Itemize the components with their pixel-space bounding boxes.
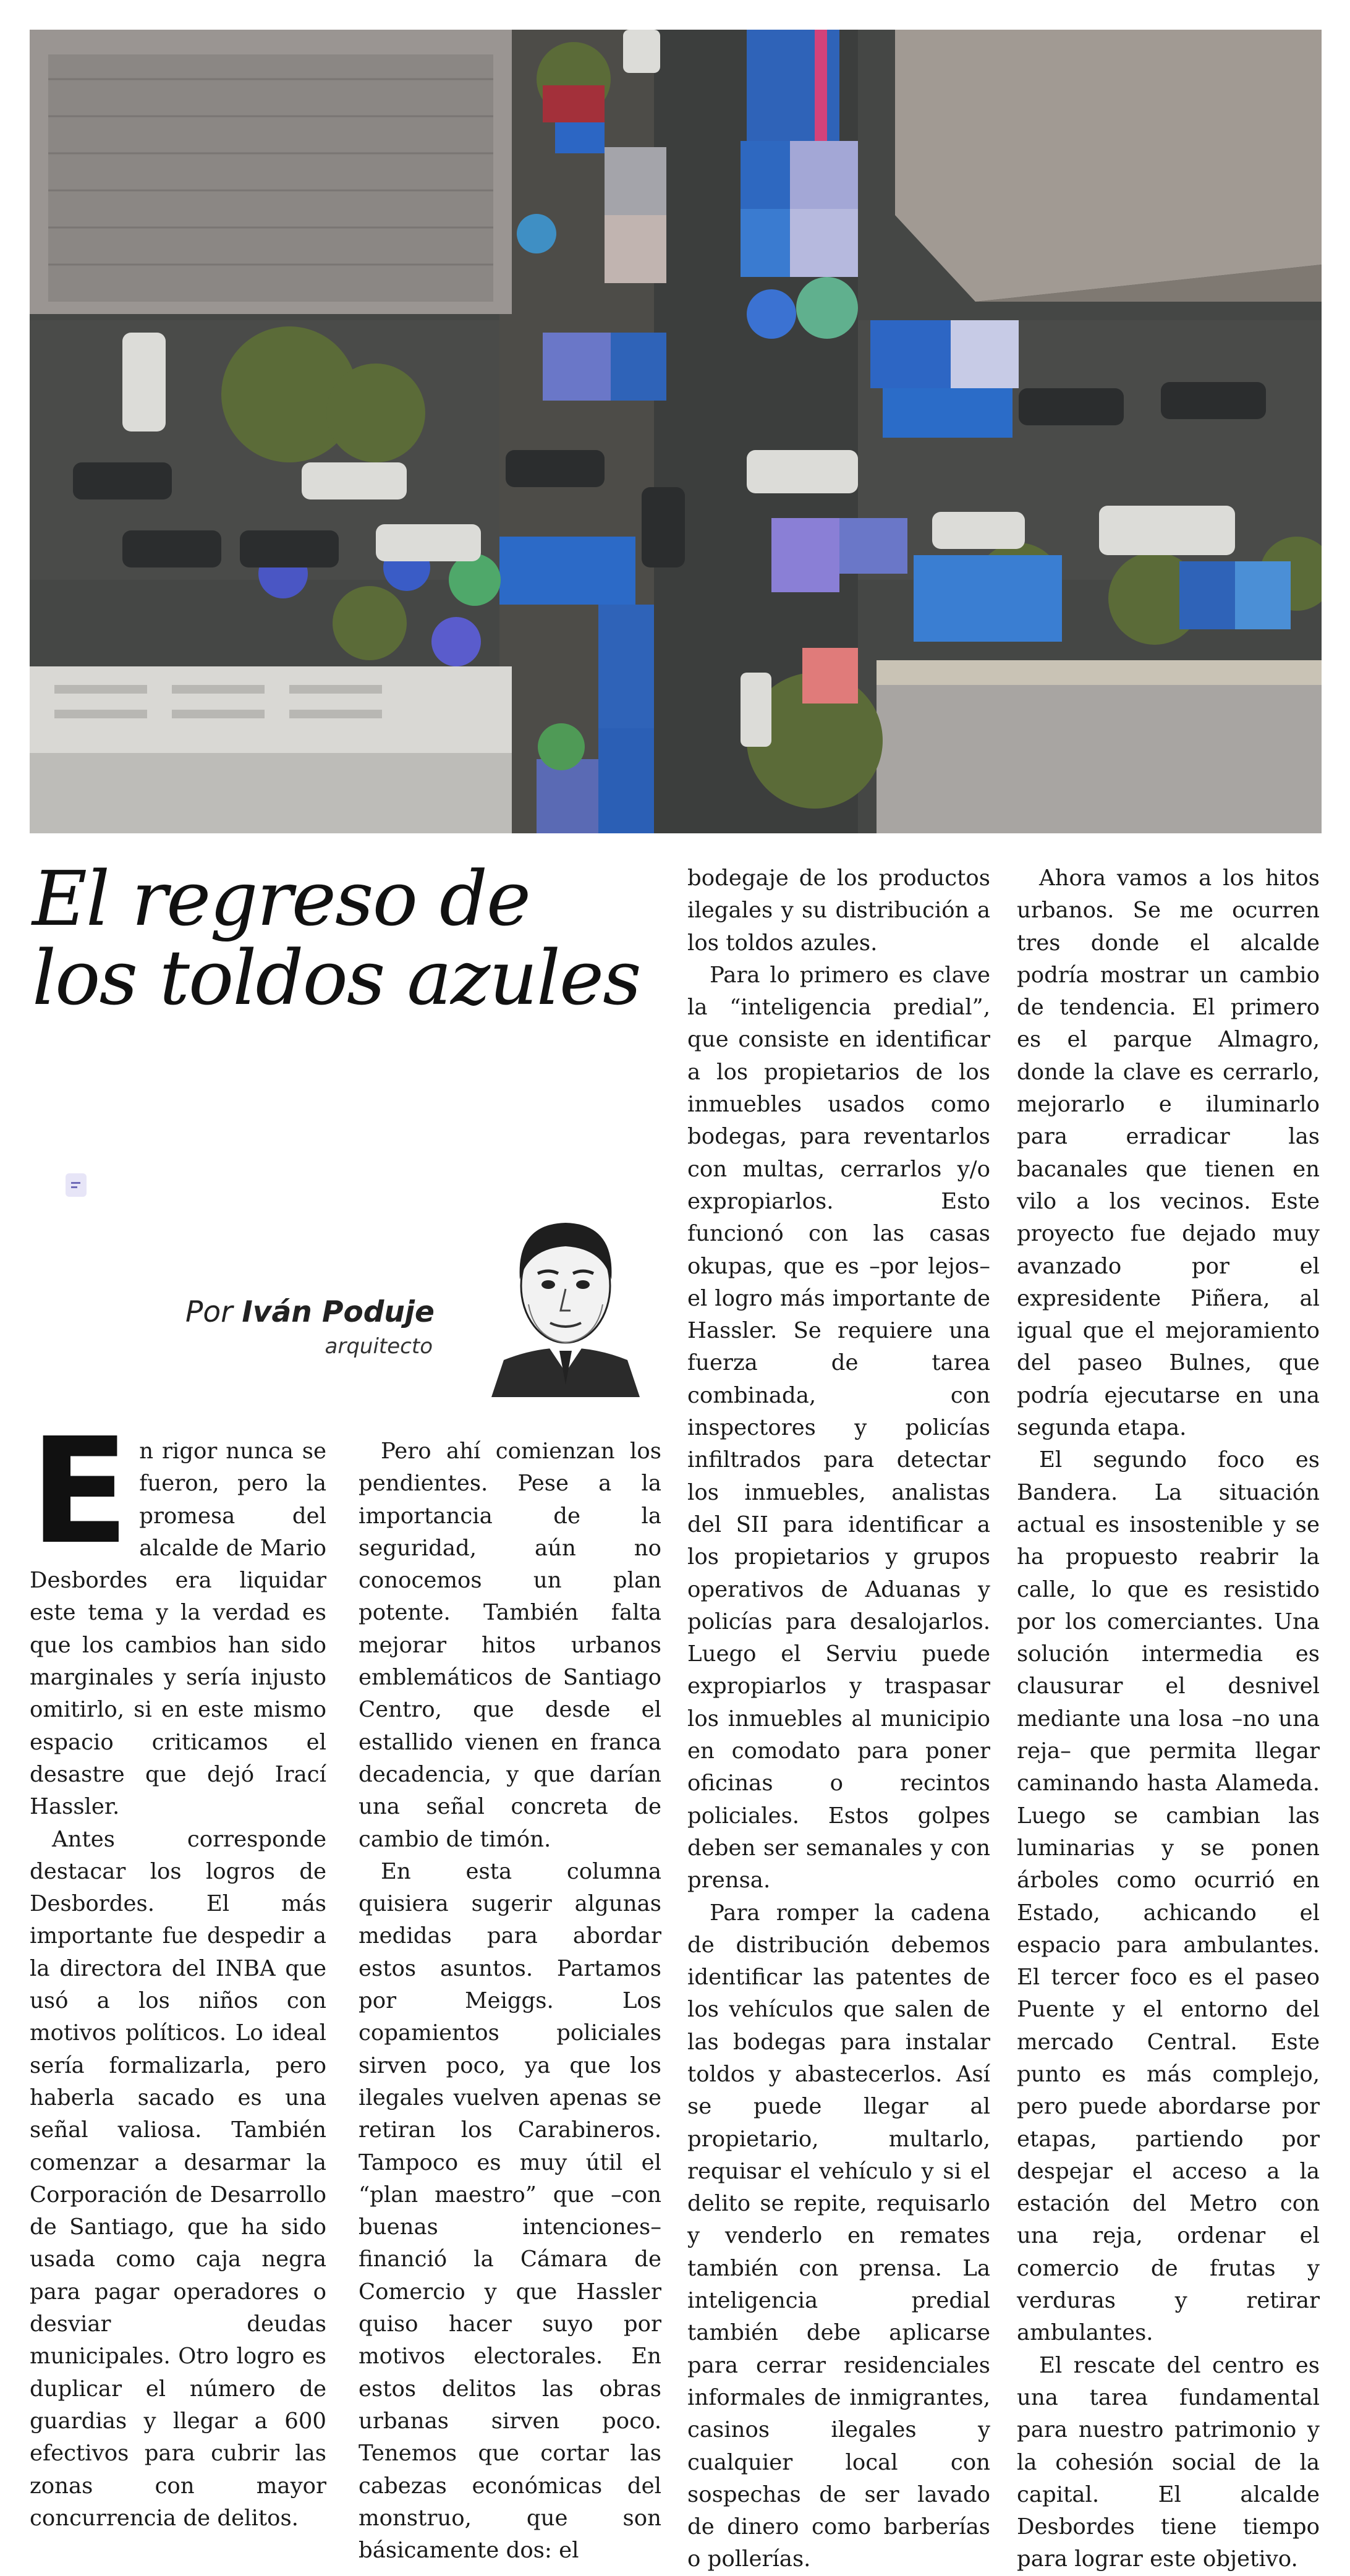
article-paragraph-9: El rescate del centro es una tarea fundamental para nuestro patrimonio y la cohesión social de la capital. El alcalde Desbordes tiene tiempo para lograr este objetivo. — [1017, 2352, 1320, 2572]
roof-building-top-right — [895, 30, 1322, 302]
article-column-1 — [30, 1406, 326, 2535]
article-paragraph-8: El segundo foco es Bandera. La situación actual es insostenible y se ha propuesto reabrir la calle, lo que es resistido por los comerciantes. Una solución intermedia es clausurar el desnivel mediante una losa –no una reja– que permita llegar caminando hasta Alameda. Luego se cambian las luminarias y se ponen árboles como ocurrió en Estado, achicando el espacio para ambulantes. El tercer foco es el paseo Puente y el entorno del mercado Central. Este punto es más complejo, pero puede abordarse por etapas, partiendo por despejar el acceso a la estación del Metro con una reja, ordenar el comercio de frutas y verduras y retirar ambulantes. — [1017, 1447, 1320, 2346]
article-paragraph-7: Ahora vamos a los hitos urbanos. Se me ocurren tres donde el alcalde podría mostrar un cambio de tendencia. El primero es el parque Almagro, donde la clave es cerrarlo, mejorarlo e iluminarlo para erradicar las bacanales que tienen en vilo a los vecinos. Este proyecto fue dejado muy avanzado por el expresidente Piñera, al igual que el mejoramiento del paseo Bulnes, que podría ejecutarse en una segunda etapa. — [1017, 865, 1320, 1441]
byline — [185, 1295, 433, 1329]
article-column-3 — [687, 862, 990, 2576]
roof-building-bottom-right — [877, 660, 1322, 833]
article-paragraph-6: Para romper la cadena de distribución debemos identificar las patentes de los vehículos que salen de las bodegas para instalar toldos y abastecerlos. Así se puede llegar al propietario, multarlo, requisar el vehículo y si el delito se repite, requisarlo y venderlo en remates también con prensa. La inteligencia predial también debe aplicarse para cerrar residenciales informales de inmigrantes, casinos ilegales y cualquier local con sospechas de ser lavado de dinero como barberías o pollerías. — [687, 1900, 990, 2572]
article-paragraph-2: Antes corresponde destacar los logros de Desbordes. El más importante fue despedir a la directora del INBA que usó a los niños con motivos políticos. Lo ideal sería formalizarla, pero haberla sacado es una señal valiosa. También comenzar a desarmar la Corporación de Desarrollo de Santiago, que ha sido usada como caja negra para pagar operadores o desviar deudas municipales. Otro logro es duplicar el número de guardias y llegar a 600 efectivos para cubrir las zonas con mayor concurrencia de delitos. — [30, 1826, 326, 2531]
byline-prefix: Por — [185, 1295, 242, 1329]
article-paragraph-4-continued: bodegaje de los productos ilegales y su distribución a los toldos azules. — [687, 865, 990, 956]
article-paragraph-3: Pero ahí comienzan los pendientes. Pese a la importancia de la seguridad, aún no conocemos un plan potente. También falta mejorar hitos urbanos emblemáticos de Santiago Centro, que desde el estallido vienen en franca decadencia, y que darían una señal concreta de cambio de timón. — [359, 1439, 661, 1852]
dropcap: E — [30, 1406, 130, 1576]
note-icon[interactable] — [66, 1173, 87, 1197]
article-column-2 — [359, 1435, 661, 2567]
article-column-4 — [1017, 862, 1320, 2576]
author-role: arquitecto — [325, 1334, 433, 1359]
author-portrait — [479, 1212, 652, 1397]
paragraph-text: n rigor nunca se fueron, pero la promesa del alcalde de Mario Desbordes era liquidar este tema y la verdad es que los cambios han sido marginales y sería injusto omitirlo, si en este mismo espacio criticamos el desastre que dejó Irací Hassler. — [30, 1439, 326, 1820]
author-name: Iván Poduje — [242, 1295, 435, 1329]
article-title: El regreso de los toldos azules — [32, 855, 640, 1022]
byline-block — [185, 1295, 433, 1359]
article-paragraph-1 — [30, 1406, 326, 1824]
article-paragraph-5: Para lo primero es clave la “inteligencia predial”, que consiste en identificar a los propietarios de los inmuebles usados como bodegas, para reventarlos con multas, cerrarlos y/o expropiarlos. Esto funcionó con las casas okupas, que es –por lejos– el logro más importante de Hassler. Se requiere una fuerza de tarea combinada, con inspectores y policías infiltrados para detectar los inmuebles, analistas del SII para identificar a los propietarios y grupos operativos de Aduanas y policías para desalojarlos. Luego el Serviu puede expropiarlos y traspasar los inmuebles al municipio en comodato para poner oficinas o recintos policiales. Estos golpes deben ser semanales y con prensa. — [687, 962, 990, 1894]
aerial-market-photo — [30, 30, 1322, 833]
article-paragraph-4: En esta columna quisiera sugerir algunas medidas para abordar estos asuntos. Partamos por Meiggs. Los copamientos policiales sirven poco, ya que los ilegales vuelven apenas se retiran los Carabineros. Tampoco es muy útil el “plan maestro” que –con buenas intenciones– financió la Cámara de Comercio y que Hassler quiso hacer suyo por motivos electorales. En estos delitos las obras urbanas sirven poco. Tenemos que cortar las cabezas económicas del monstruo, que son básicamente dos: el — [359, 1858, 661, 2564]
